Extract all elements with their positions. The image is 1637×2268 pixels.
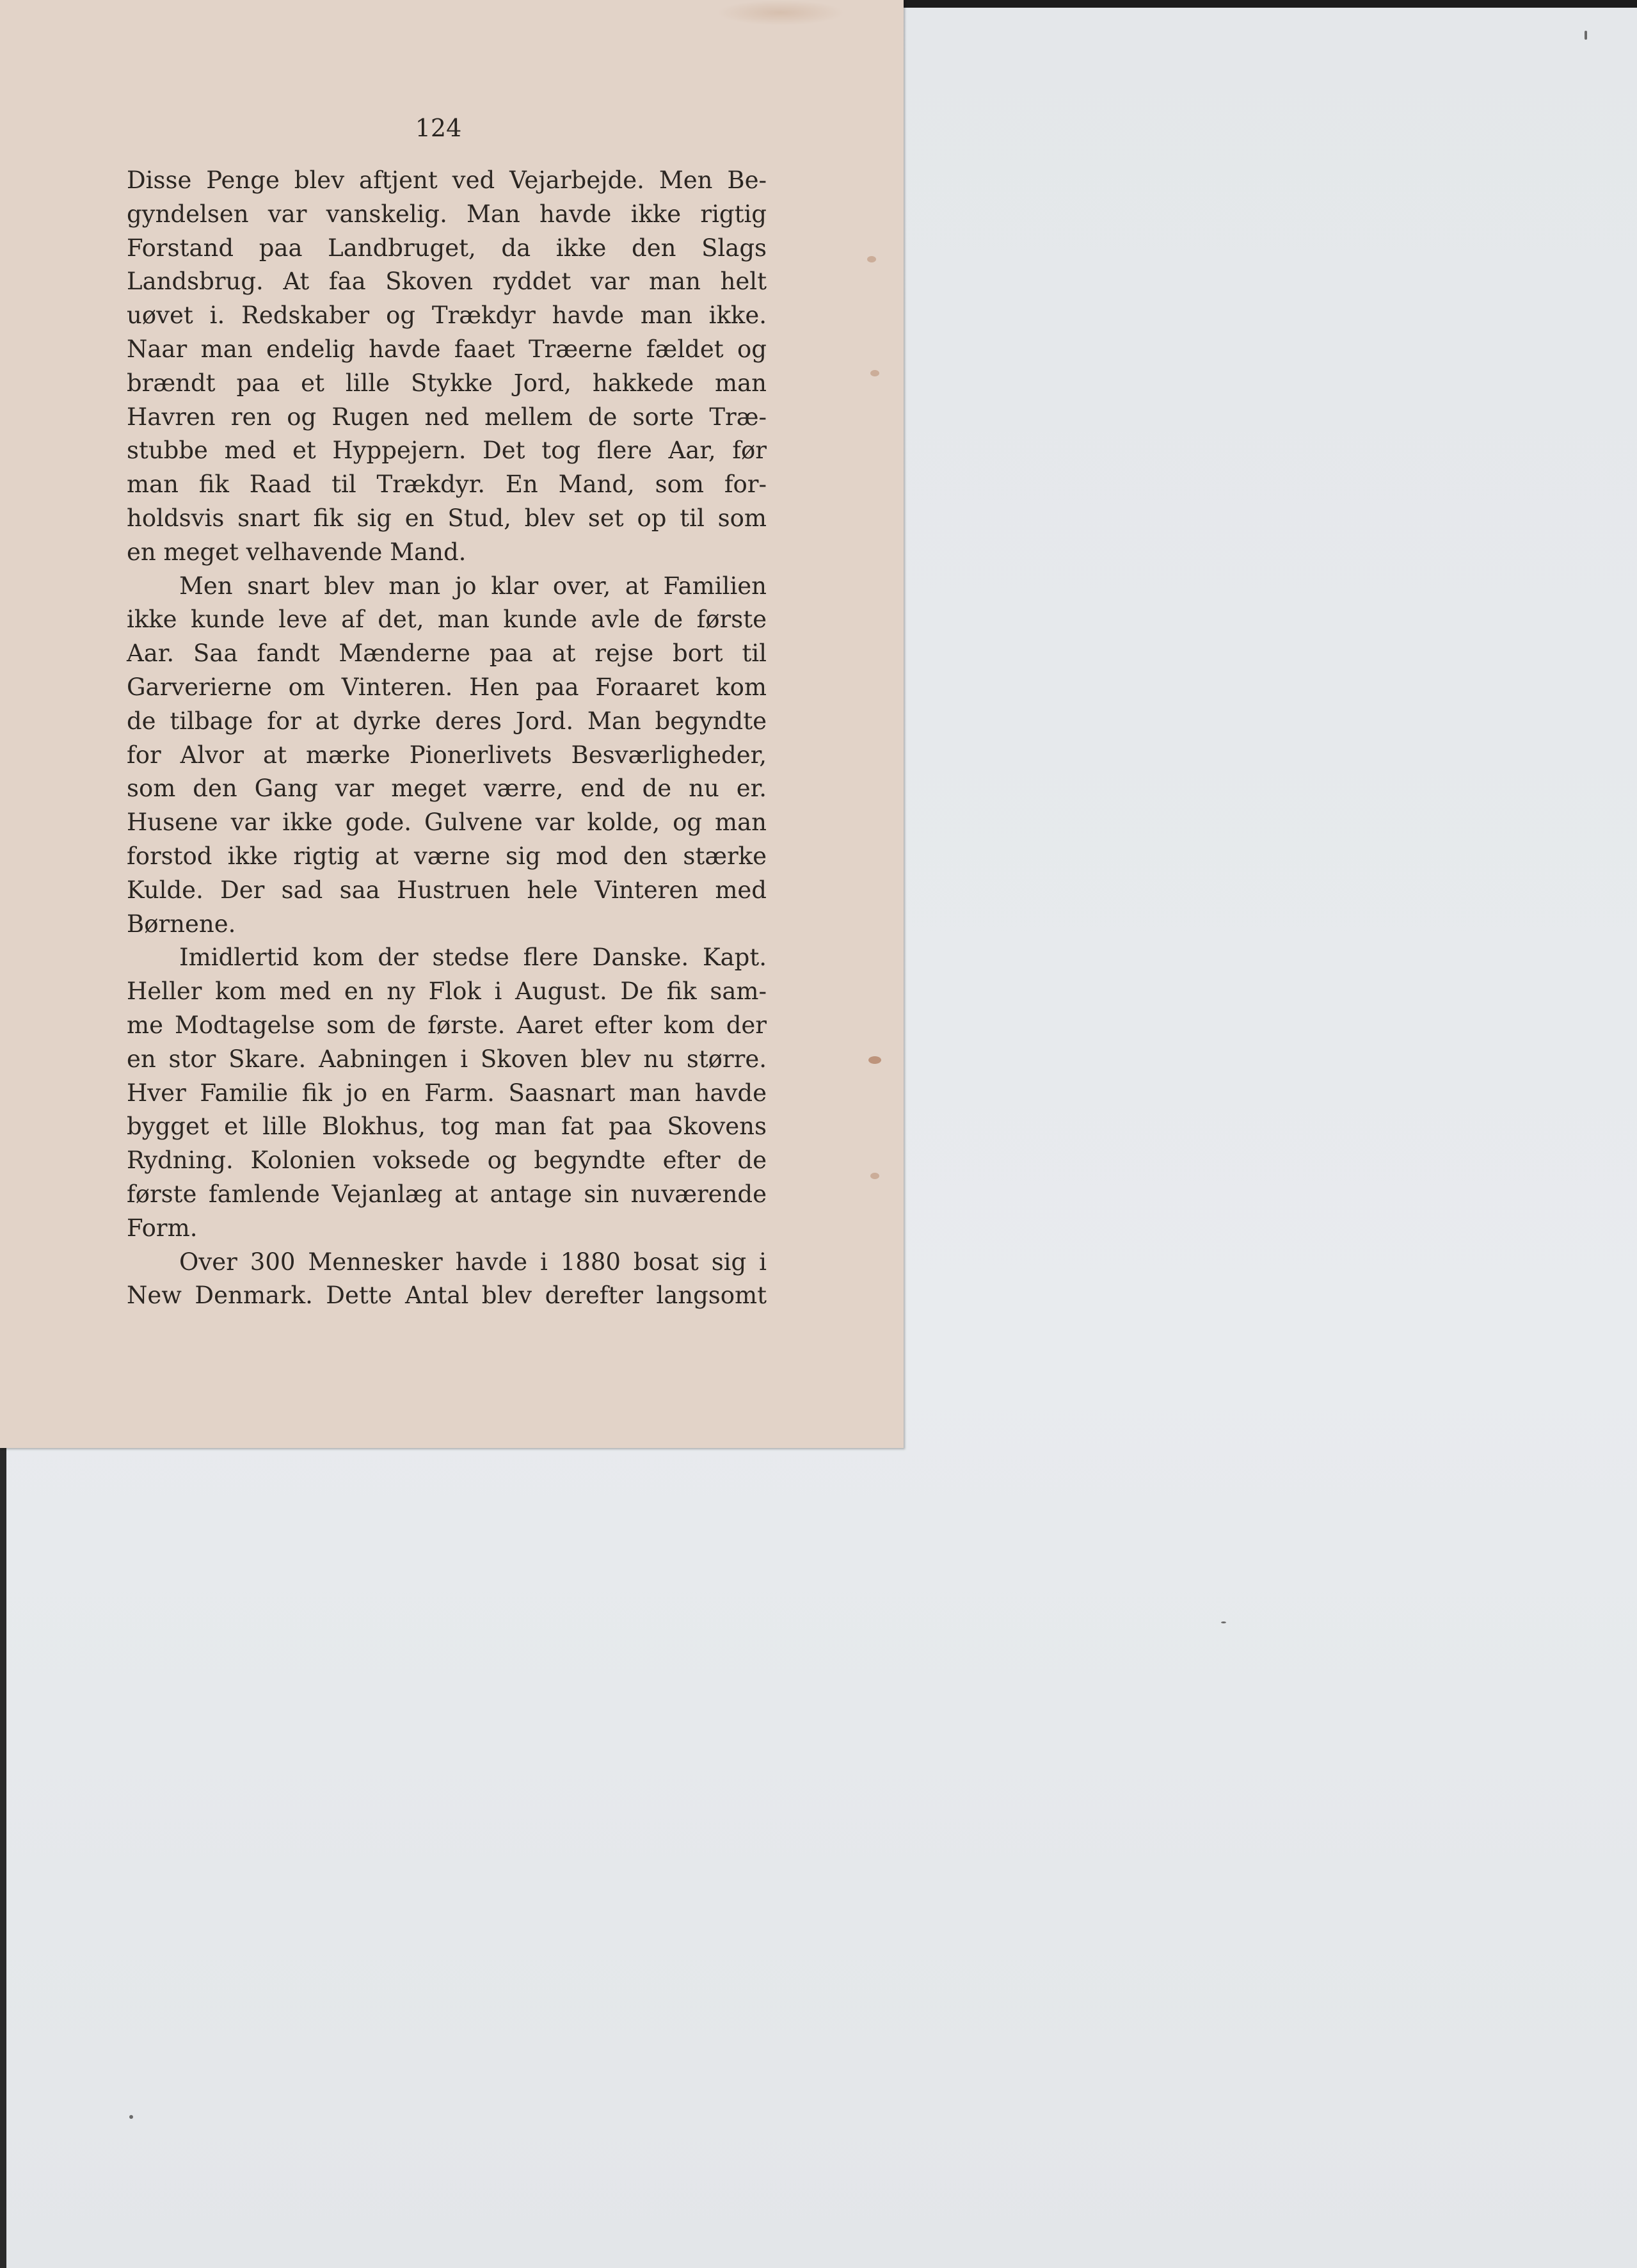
- text-line: Landsbrug. At faa Skoven ryddet var man helt: [127, 268, 767, 296]
- text-line: holdsvis snart fik sig en Stud, blev set op til som: [127, 504, 767, 532]
- text-line: forstod ikke rigtig at værne sig mod den stærke: [127, 842, 767, 870]
- scan-top-edge: [896, 0, 1637, 8]
- scan-speck: [129, 2115, 133, 2119]
- text-line: Havren ren og Rugen ned mellem de sorte Træ-: [127, 403, 767, 431]
- scan-speck: [1221, 1621, 1226, 1623]
- punch-hole: [870, 1173, 879, 1179]
- text-line: Heller kom med en ny Flok i August. De fik sam-: [127, 977, 767, 1006]
- punch-hole: [868, 1056, 881, 1064]
- text-line: Husene var ikke gode. Gulvene var kolde, og man: [127, 808, 767, 837]
- text-line: for Alvor at mærke Pionerlivets Besværligheder,: [127, 741, 767, 769]
- punch-hole: [867, 256, 876, 262]
- paragraph: [127, 1246, 767, 1314]
- page-number: 124: [415, 114, 462, 142]
- book-page: [0, 0, 904, 1448]
- text-line: Naar man endelig havde faaet Træerne fældet og: [127, 335, 767, 363]
- text-line: Men snart blev man jo klar over, at Familien: [179, 572, 767, 600]
- text-line: me Modtagelse som de første. Aaret efter kom der: [127, 1011, 767, 1039]
- punch-hole: [870, 370, 879, 376]
- text-line: en stor Skare. Aabningen i Skoven blev nu større.: [127, 1045, 767, 1073]
- text-line: Aar. Saa fandt Mænderne paa at rejse bort til: [127, 639, 767, 668]
- text-line: brændt paa et lille Stykke Jord, hakkede man: [127, 369, 767, 397]
- body-text: [127, 164, 767, 1313]
- text-line: Kulde. Der sad saa Hustruen hele Vinteren med: [127, 876, 767, 904]
- text-line: stubbe med et Hyppejern. Det tog flere Aar, før: [127, 437, 767, 465]
- text-line: Over 300 Mennesker havde i 1880 bosat sig i: [179, 1248, 767, 1276]
- text-line: Imidlertid kom der stedse flere Danske. Kapt.: [179, 944, 767, 972]
- page-stain: [717, 0, 845, 26]
- text-line: Rydning. Kolonien voksede og begyndte efter de: [127, 1146, 767, 1175]
- text-line: Garverierne om Vinteren. Hen paa Foraaret kom: [127, 673, 767, 701]
- paragraph: [127, 164, 767, 570]
- text-line: de tilbage for at dyrke deres Jord. Man begyndte: [127, 707, 767, 735]
- text-line: uøvet i. Redskaber og Trækdyr havde man ikke.: [127, 302, 767, 330]
- text-line: Forstand paa Landbruget, da ikke den Slags: [127, 234, 767, 262]
- text-line: bygget et lille Blokhus, tog man fat paa Skovens: [127, 1113, 767, 1141]
- text-line: ikke kunde leve af det, man kunde avle de første: [127, 606, 767, 634]
- text-line: man fik Raad til Trækdyr. En Mand, som for-: [127, 470, 767, 499]
- text-line: Disse Penge blev aftjent ved Vejarbejde. Men Be-: [127, 166, 767, 194]
- scan-speck: [1585, 31, 1587, 40]
- text-line: Form.: [127, 1214, 198, 1242]
- text-line: en meget velhavende Mand.: [127, 538, 467, 566]
- scan-left-edge: [0, 1448, 6, 2268]
- text-line: første famlende Vejanlæg at antage sin nuværende: [127, 1180, 767, 1208]
- text-line: New Denmark. Dette Antal blev derefter langsomt: [127, 1282, 767, 1310]
- text-line: gyndelsen var vanskelig. Man havde ikke rigtig: [127, 200, 767, 228]
- text-line: som den Gang var meget værre, end de nu er.: [127, 775, 767, 803]
- text-line: Børnene.: [127, 910, 236, 938]
- paragraph: [127, 941, 767, 1245]
- paragraph: [127, 570, 767, 942]
- text-line: Hver Familie fik jo en Farm. Saasnart man havde: [127, 1079, 767, 1107]
